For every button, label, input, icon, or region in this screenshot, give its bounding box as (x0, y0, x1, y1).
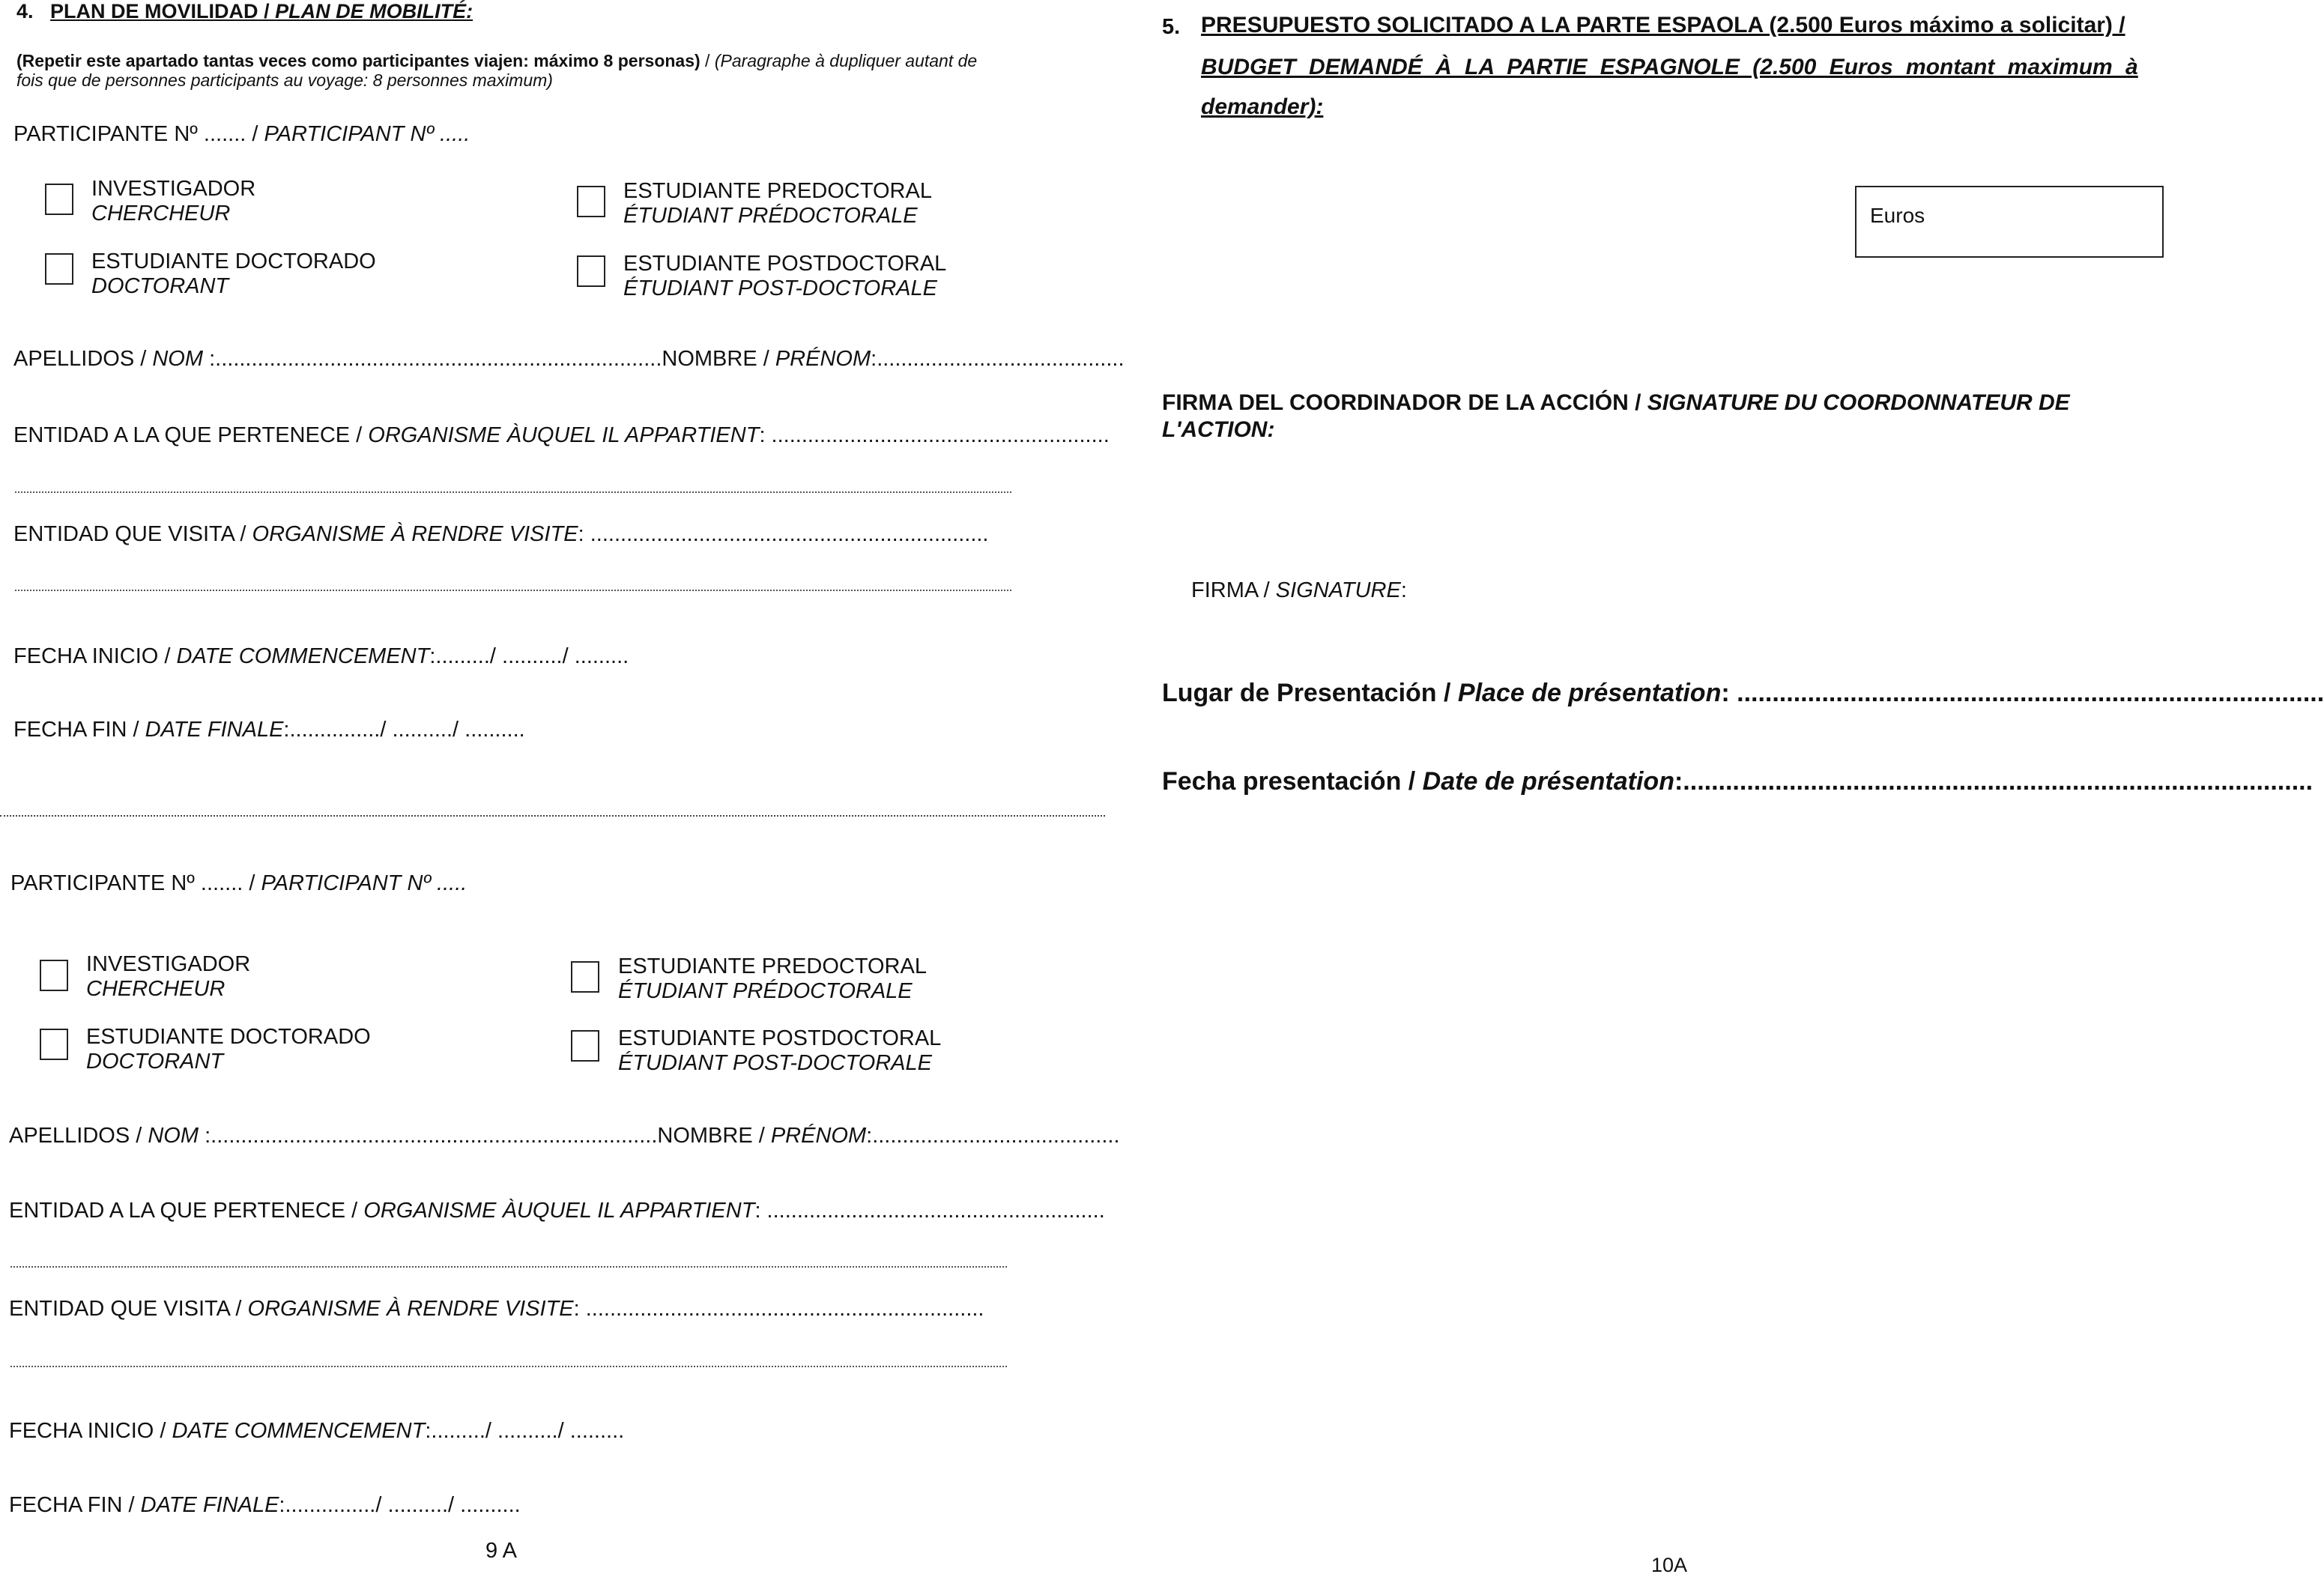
entidad-pertenece-dotted-line[interactable] (15, 491, 1011, 493)
euros-amount-input[interactable] (1855, 186, 2164, 258)
doctorado-label: ESTUDIANTE DOCTORADO DOCTORANT (86, 1025, 371, 1074)
section4-title-fr: PLAN DE MOBILITÉ: (275, 0, 473, 22)
fecha-fin-field[interactable]: FECHA FIN / DATE FINALE:.............../ ........../ .......... (9, 1493, 521, 1517)
participant-number-line: PARTICIPANTE Nº ....... / PARTICIPANT Nº ..... (13, 122, 470, 146)
apellidos-field[interactable]: APELLIDOS / NOM :..........................................................................NOMBRE / PRÉNOM:......................................... (13, 347, 1125, 371)
section4-note: (Repetir este apartado tantas veces como participantes viajen: máximo 8 personas) / (Paragraphe à dupliquer autant de fois que de personnes participants au voyage: 8 personnes maximum) (16, 51, 978, 90)
entidad-pertenece-field[interactable]: ENTIDAD A LA QUE PERTENECE / ORGANISME ÀUQUEL IL APPARTIENT: ........................................................ (9, 1199, 1105, 1223)
euros-label: Euros (1870, 204, 1925, 227)
doctorado-checkbox[interactable] (40, 1029, 68, 1060)
fecha-inicio-field[interactable]: FECHA INICIO / DATE COMMENCEMENT:........./ ........../ ......... (9, 1419, 625, 1443)
investigador-checkbox[interactable] (45, 184, 73, 215)
participant-separator (0, 815, 1105, 817)
signature-field[interactable]: FIRMA / SIGNATURE: (1191, 578, 1407, 602)
investigador-label: INVESTIGADOR CHERCHEUR (91, 177, 256, 225)
predoctoral-checkbox[interactable] (577, 186, 605, 217)
apellidos-field[interactable]: APELLIDOS / NOM :..........................................................................NOMBRE / PRÉNOM:......................................... (9, 1124, 1120, 1148)
investigador-label: INVESTIGADOR CHERCHEUR (86, 952, 251, 1001)
predoctoral-label: ESTUDIANTE PREDOCTORAL ÉTUDIANT PRÉDOCTORALE (618, 954, 927, 1003)
coordinator-signature-heading: FIRMA DEL COORDINADOR DE LA ACCIÓN / SIGNATURE DU COORDONNATEUR DE L'ACTION: (1162, 390, 2070, 442)
doctorado-label: ESTUDIANTE DOCTORADO DOCTORANT (91, 249, 376, 298)
predoctoral-checkbox[interactable] (571, 961, 599, 993)
entidad-visita-field[interactable]: ENTIDAD QUE VISITA / ORGANISME À RENDRE VISITE: .................................................................. (13, 522, 989, 546)
postdoctoral-label: ESTUDIANTE POSTDOCTORAL ÉTUDIANT POST-DOCTORALE (623, 252, 947, 300)
predoctoral-label: ESTUDIANTE PREDOCTORAL ÉTUDIANT PRÉDOCTORALE (623, 179, 932, 228)
fecha-inicio-field[interactable]: FECHA INICIO / DATE COMMENCEMENT:........./ ........../ ......... (13, 644, 629, 668)
fecha-presentacion-field[interactable]: Fecha presentación / Date de présentation:......................................................................................... (1162, 767, 2314, 796)
entidad-pertenece-dotted-line[interactable] (10, 1266, 1007, 1268)
section5-number: 5. (1162, 15, 1181, 39)
section5-title-line2: BUDGET DEMANDÉ À LA PARTIE ESPAGNOLE (2.500 Euros montant maximum à (1201, 55, 2138, 79)
section5-title-line3: demander): (1201, 94, 1324, 119)
entidad-visita-dotted-line[interactable] (15, 590, 1011, 591)
page-number-right: 10A (1651, 1554, 1688, 1576)
participant-number-line: PARTICIPANTE Nº ....... / PARTICIPANT Nº ..... (10, 871, 467, 895)
entidad-visita-dotted-line[interactable] (10, 1366, 1007, 1367)
postdoctoral-checkbox[interactable] (577, 255, 605, 287)
fecha-fin-field[interactable]: FECHA FIN / DATE FINALE:.............../ ........../ .......... (13, 718, 525, 742)
page-number-left: 9 A (485, 1539, 517, 1563)
doctorado-checkbox[interactable] (45, 253, 73, 285)
entidad-pertenece-field[interactable]: ENTIDAD A LA QUE PERTENECE / ORGANISME ÀUQUEL IL APPARTIENT: ........................................................ (13, 423, 1110, 447)
section4-title-es: PLAN DE MOVILIDAD (50, 0, 258, 22)
postdoctoral-checkbox[interactable] (571, 1030, 599, 1062)
lugar-presentacion-field[interactable]: Lugar de Presentación / Place de présentation: ................................................................................... (1162, 679, 2324, 707)
postdoctoral-label: ESTUDIANTE POSTDOCTORAL ÉTUDIANT POST-DOCTORALE (618, 1026, 942, 1075)
section4-title: 4. PLAN DE MOVILIDAD / PLAN DE MOBILITÉ: (16, 0, 473, 22)
entidad-visita-field[interactable]: ENTIDAD QUE VISITA / ORGANISME À RENDRE VISITE: .................................................................. (9, 1297, 984, 1321)
investigador-checkbox[interactable] (40, 960, 68, 991)
section5-title-line1: PRESUPUESTO SOLICITADO A LA PARTE ESPAOLA (2.500 Euros máximo a solicitar) / (1201, 13, 2125, 37)
